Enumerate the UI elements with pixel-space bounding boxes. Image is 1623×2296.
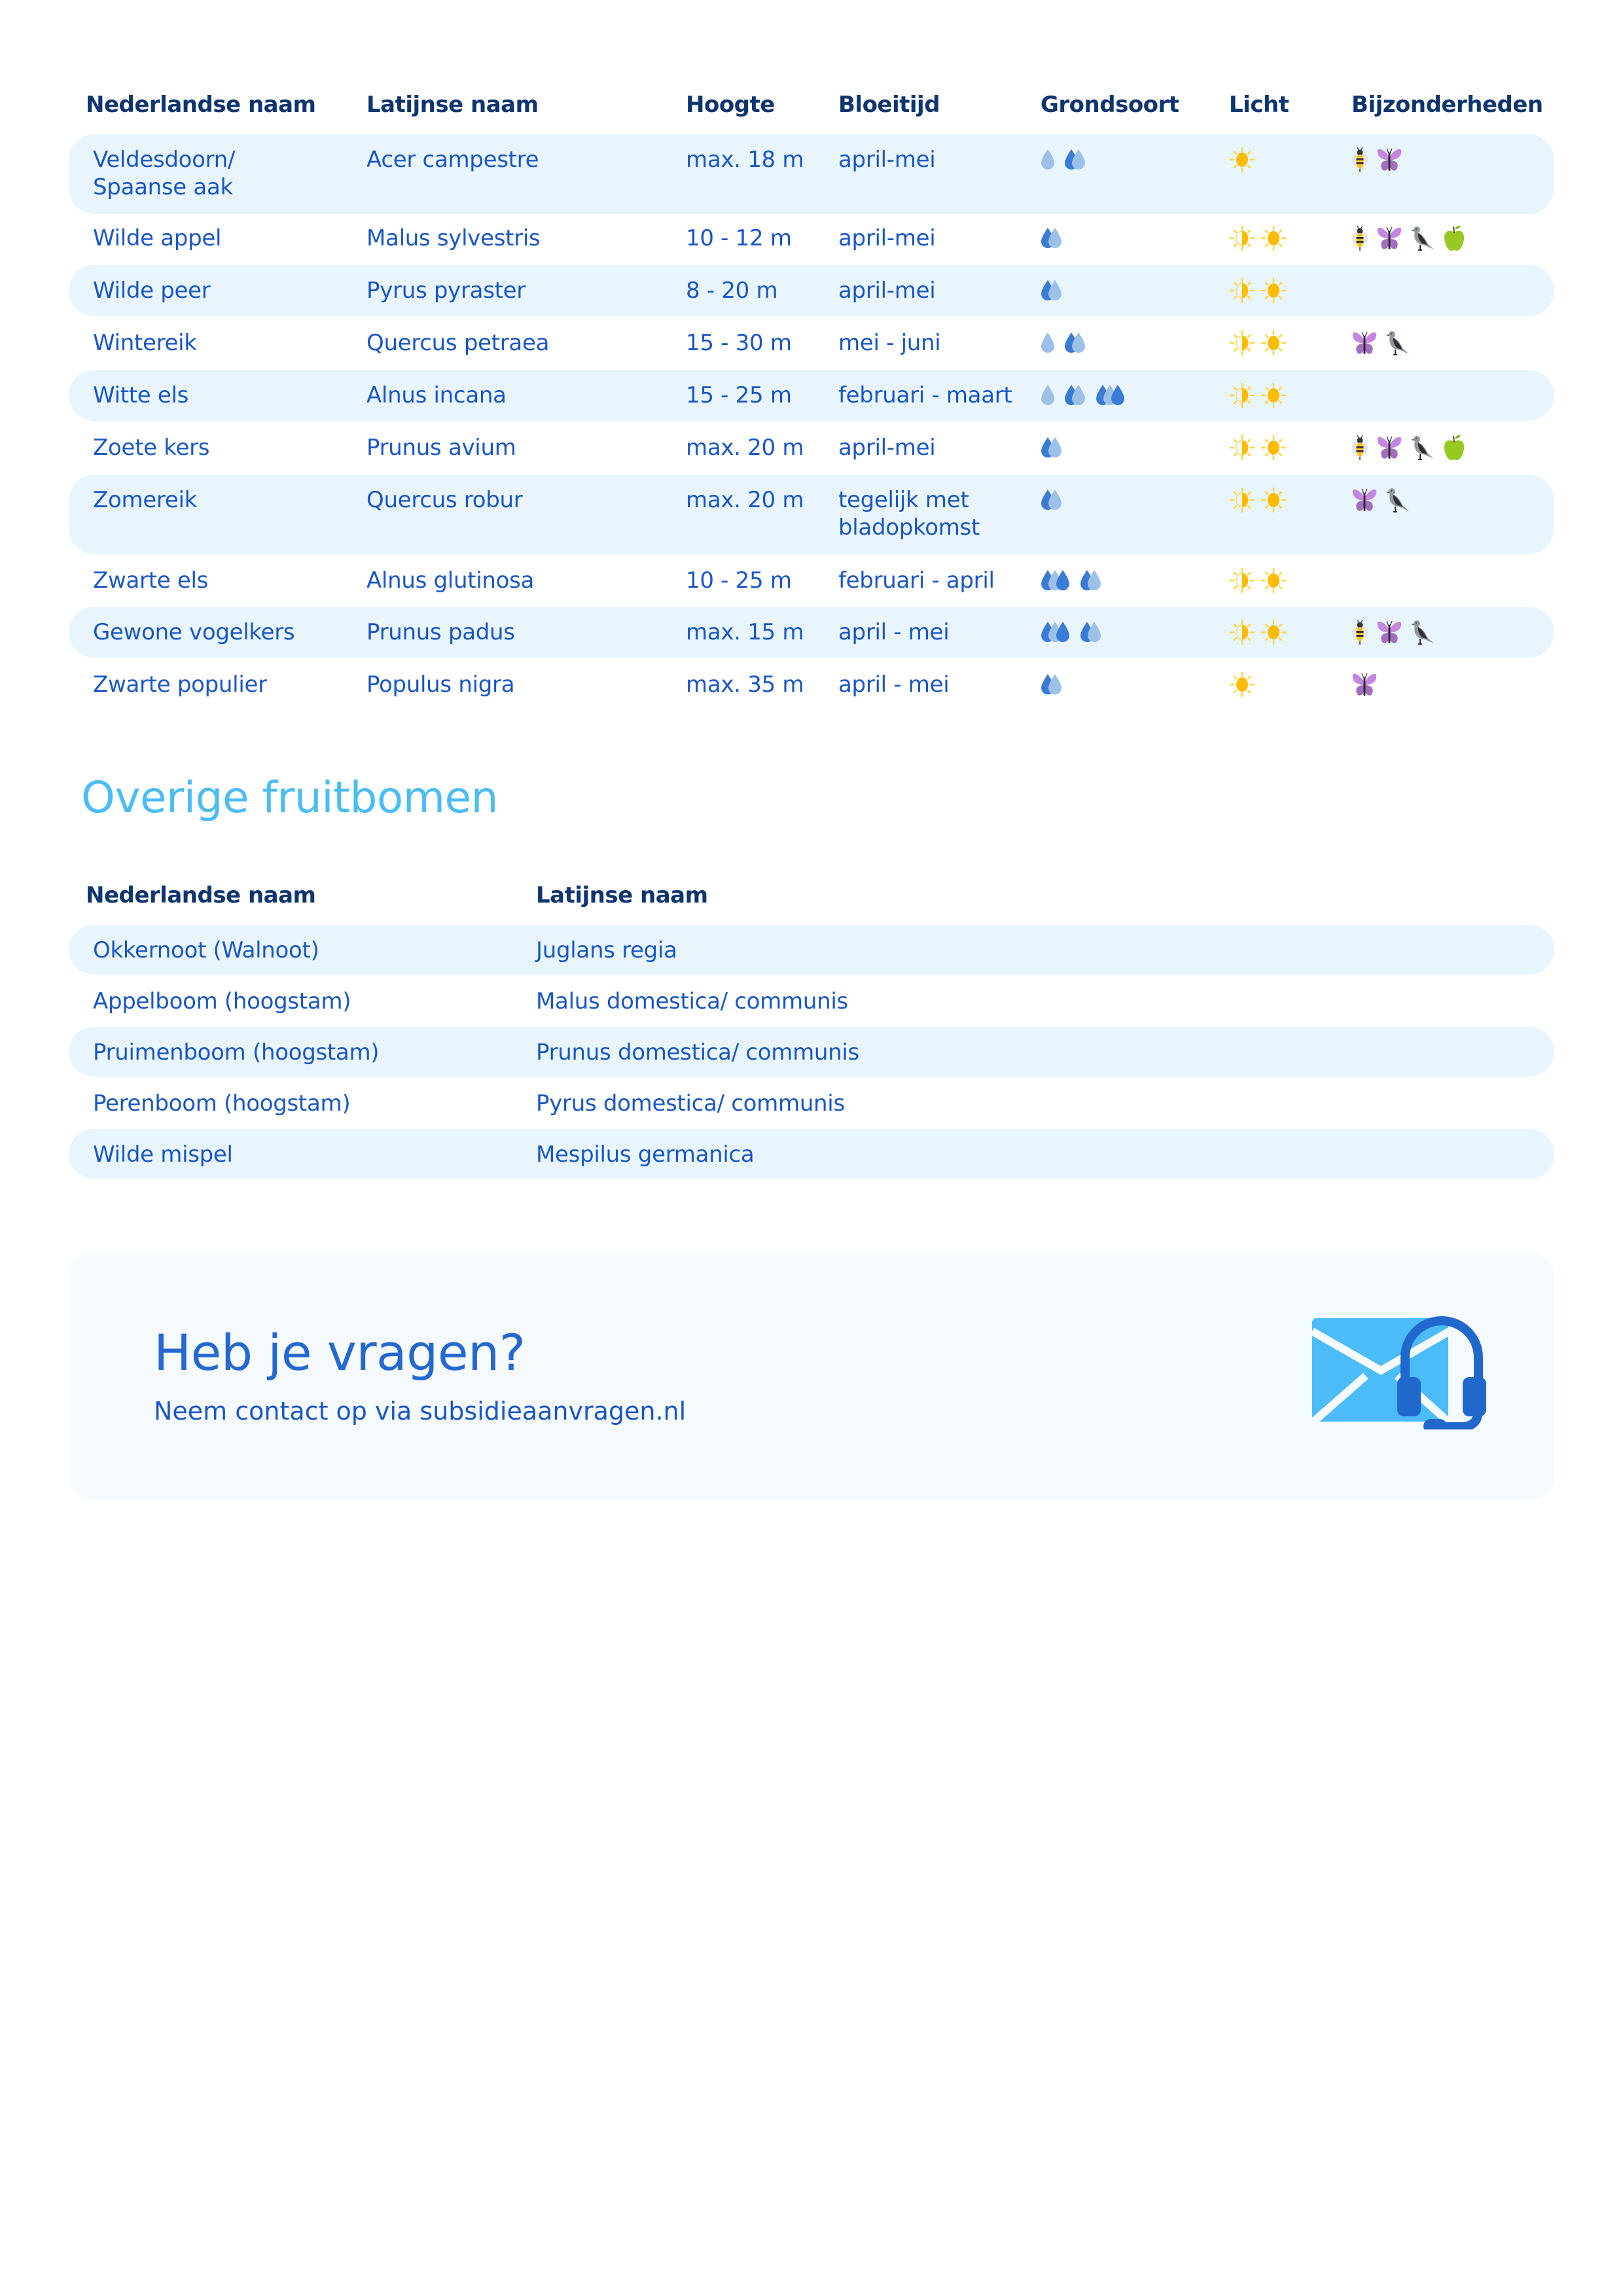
bloom-time bbox=[838, 146, 935, 173]
height-value: max. 35 m bbox=[686, 672, 804, 698]
half-sun-icon bbox=[1229, 567, 1255, 594]
height-value: max. 18 m bbox=[686, 147, 804, 173]
half-sun-icon bbox=[1229, 278, 1255, 304]
sun-icon bbox=[1260, 487, 1287, 513]
apple-icon bbox=[1443, 224, 1465, 252]
table-row bbox=[69, 134, 1554, 214]
latin-name: Pyrus pyraster bbox=[366, 278, 526, 304]
light-icons bbox=[1229, 671, 1255, 698]
bloom-time-line2: bladopkomst bbox=[838, 514, 980, 541]
sun-icon bbox=[1260, 330, 1287, 356]
height-value: 8 - 20 m bbox=[686, 278, 778, 304]
sun-icon bbox=[1260, 225, 1287, 251]
dutch-name bbox=[93, 329, 197, 357]
soil-icons bbox=[1041, 619, 1102, 646]
drop-double-icon bbox=[1041, 280, 1063, 301]
dutch-name: Wilde mispel bbox=[93, 1141, 233, 1168]
table-row bbox=[69, 1027, 1554, 1077]
height-value: 10 - 12 m bbox=[686, 225, 792, 251]
header-bloom-time: Bloeitijd bbox=[838, 92, 940, 118]
latin-name: Acer campestre bbox=[366, 147, 539, 173]
table-row bbox=[69, 265, 1554, 316]
table-row bbox=[69, 213, 1554, 264]
dutch-name bbox=[93, 567, 208, 594]
table-header bbox=[69, 85, 1554, 124]
drop-double-icon bbox=[1041, 437, 1063, 458]
butterfly-icon bbox=[1351, 672, 1378, 697]
latin-name: Pyrus domestica/ communis bbox=[536, 1090, 845, 1117]
bloom-time bbox=[838, 329, 940, 357]
bloom-time bbox=[838, 224, 935, 252]
light-icons bbox=[1229, 277, 1287, 304]
drop-double-icon bbox=[1080, 570, 1102, 591]
table-row bbox=[69, 925, 1554, 975]
height-value: max. 20 m bbox=[686, 487, 804, 513]
bloom-time-line1: april - mei bbox=[838, 619, 950, 645]
soil-icons bbox=[1041, 224, 1063, 252]
feature-icons bbox=[1351, 619, 1435, 646]
light-icons bbox=[1229, 146, 1255, 173]
drop-triple-icon bbox=[1041, 570, 1071, 591]
contact-box bbox=[69, 1253, 1554, 1500]
dutch-name-line1: Witte els bbox=[93, 382, 189, 408]
light-icons bbox=[1229, 619, 1287, 646]
soil-icons bbox=[1041, 671, 1063, 698]
bloom-time-line1: april-mei bbox=[838, 278, 936, 304]
dutch-name-line1: Veldesdoorn/ bbox=[93, 147, 236, 173]
bee-icon bbox=[1351, 225, 1368, 251]
header-soil: Grondsoort bbox=[1041, 92, 1179, 118]
bird-icon bbox=[1410, 619, 1435, 645]
drop-double-icon bbox=[1064, 385, 1086, 406]
dutch-name-line1: Wilde appel bbox=[93, 225, 222, 251]
bloom-time bbox=[838, 382, 1012, 409]
latin-name: Populus nigra bbox=[366, 672, 515, 698]
dutch-name-line1: Gewone vogelkers bbox=[93, 619, 295, 645]
light-icons bbox=[1229, 382, 1287, 409]
table-row bbox=[69, 555, 1554, 606]
trees-table bbox=[69, 85, 1554, 726]
bloom-time bbox=[838, 671, 949, 698]
dutch-name bbox=[93, 434, 209, 461]
light-icons bbox=[1229, 329, 1287, 357]
half-sun-icon bbox=[1229, 225, 1255, 251]
soil-icons bbox=[1041, 434, 1063, 461]
feature-icons bbox=[1351, 486, 1410, 514]
bloom-time-line1: april-mei bbox=[838, 147, 936, 173]
latin-name: Malus domestica/ communis bbox=[536, 988, 848, 1014]
header-height: Hoogte bbox=[686, 92, 775, 118]
table-row bbox=[69, 475, 1554, 554]
dutch-name-line1: Zomereik bbox=[93, 487, 198, 513]
table-row bbox=[69, 659, 1554, 710]
soil-icons bbox=[1041, 146, 1086, 173]
table-row bbox=[69, 607, 1554, 658]
mail-headset-icon bbox=[1299, 1299, 1489, 1432]
bloom-time-line1: tegelijk met bbox=[838, 487, 969, 513]
latin-name: Alnus incana bbox=[366, 382, 507, 408]
dutch-name-line1: Zwarte els bbox=[93, 567, 209, 594]
drop-double-icon bbox=[1064, 332, 1086, 353]
drop-double-icon bbox=[1064, 149, 1086, 170]
bloom-time-line1: mei - juni bbox=[838, 330, 941, 356]
feature-icons bbox=[1351, 329, 1410, 357]
feature-icons bbox=[1351, 671, 1378, 698]
bird-icon bbox=[1385, 487, 1410, 513]
soil-icons bbox=[1041, 382, 1126, 409]
dutch-name-line1: Zoete kers bbox=[93, 435, 210, 461]
dutch-name bbox=[93, 486, 197, 514]
bee-icon bbox=[1351, 147, 1368, 173]
bloom-time bbox=[838, 619, 949, 646]
dutch-name bbox=[93, 224, 221, 252]
bloom-time bbox=[838, 567, 995, 594]
header-features: Bijzonderheden bbox=[1351, 92, 1543, 118]
table-row bbox=[69, 976, 1554, 1026]
half-sun-icon bbox=[1229, 435, 1255, 461]
sun-icon bbox=[1260, 619, 1287, 645]
bloom-time bbox=[838, 434, 935, 461]
height-value: 15 - 30 m bbox=[686, 330, 792, 356]
dutch-name bbox=[93, 146, 235, 201]
dutch-name-line1: Wilde peer bbox=[93, 278, 211, 304]
fruit-table-header bbox=[69, 876, 1554, 915]
table-row bbox=[69, 370, 1554, 421]
drop-double-icon bbox=[1041, 490, 1063, 511]
latin-name: Quercus petraea bbox=[366, 330, 550, 356]
bloom-time-line1: april - mei bbox=[838, 672, 950, 698]
apple-icon bbox=[1443, 434, 1465, 461]
drop-triple-icon bbox=[1041, 622, 1071, 643]
bird-icon bbox=[1410, 225, 1435, 251]
latin-name: Mespilus germanica bbox=[536, 1141, 755, 1168]
bloom-time bbox=[838, 486, 980, 541]
dutch-name-line2: Spaanse aak bbox=[93, 174, 233, 200]
table-row bbox=[69, 317, 1554, 368]
latin-name: Prunus avium bbox=[366, 435, 516, 461]
sun-icon bbox=[1229, 147, 1255, 173]
drop-single-icon bbox=[1041, 332, 1055, 353]
light-icons bbox=[1229, 434, 1287, 461]
dutch-name bbox=[93, 277, 210, 304]
latin-name: Prunus padus bbox=[366, 619, 515, 645]
bloom-time-line1: april-mei bbox=[838, 225, 936, 251]
soil-icons bbox=[1041, 329, 1086, 357]
bird-icon bbox=[1385, 330, 1410, 356]
butterfly-icon bbox=[1376, 620, 1402, 645]
dutch-name bbox=[93, 382, 188, 409]
header-latin-name: Latijnse naam bbox=[366, 92, 539, 118]
half-sun-icon bbox=[1229, 382, 1255, 408]
dutch-name-line1: Zwarte populier bbox=[93, 672, 267, 698]
drop-double-icon bbox=[1080, 622, 1102, 643]
contact-link-text[interactable]: Neem contact op via subsidieaanvragen.nl bbox=[154, 1397, 687, 1426]
sun-icon bbox=[1260, 382, 1287, 408]
drop-double-icon bbox=[1041, 674, 1063, 695]
half-sun-icon bbox=[1229, 619, 1255, 645]
fruit-trees-table bbox=[69, 876, 1554, 1190]
light-icons bbox=[1229, 224, 1287, 252]
butterfly-icon bbox=[1376, 435, 1402, 460]
dutch-name: Okkernoot (Walnoot) bbox=[93, 937, 319, 963]
butterfly-icon bbox=[1351, 488, 1378, 512]
butterfly-icon bbox=[1376, 226, 1402, 251]
half-sun-icon bbox=[1229, 330, 1255, 356]
drop-triple-icon bbox=[1096, 385, 1126, 406]
light-icons bbox=[1229, 486, 1287, 514]
bee-icon bbox=[1351, 619, 1368, 645]
dutch-name: Perenboom (hoogstam) bbox=[93, 1090, 351, 1117]
header-light: Licht bbox=[1229, 92, 1289, 118]
bloom-time bbox=[838, 277, 935, 304]
sun-icon bbox=[1229, 672, 1255, 698]
butterfly-icon bbox=[1376, 147, 1402, 172]
sun-icon bbox=[1260, 278, 1287, 304]
butterfly-icon bbox=[1351, 331, 1378, 355]
bee-icon bbox=[1351, 435, 1368, 461]
soil-icons bbox=[1041, 567, 1102, 594]
latin-name: Prunus domestica/ communis bbox=[536, 1039, 859, 1066]
latin-name: Malus sylvestris bbox=[366, 225, 541, 251]
bloom-time-line1: februari - maart bbox=[838, 382, 1012, 408]
drop-single-icon bbox=[1041, 385, 1055, 406]
height-value: 15 - 25 m bbox=[686, 382, 792, 408]
sun-icon bbox=[1260, 435, 1287, 461]
header-latin-name: Latijnse naam bbox=[536, 882, 708, 908]
soil-icons bbox=[1041, 486, 1063, 514]
contact-title: Heb je vragen? bbox=[154, 1323, 526, 1382]
section-title-fruit-trees: Overige fruitbomen bbox=[81, 772, 498, 823]
feature-icons bbox=[1351, 224, 1465, 252]
table-row bbox=[69, 1129, 1554, 1179]
dutch-name: Appelboom (hoogstam) bbox=[93, 988, 351, 1014]
header-dutch-name: Nederlandse naam bbox=[86, 882, 316, 908]
feature-icons bbox=[1351, 434, 1465, 461]
header-dutch-name: Nederlandse naam bbox=[86, 92, 316, 118]
table-row bbox=[69, 422, 1554, 473]
latin-name: Quercus robur bbox=[366, 487, 523, 513]
feature-icons bbox=[1351, 146, 1402, 173]
latin-name: Alnus glutinosa bbox=[366, 567, 535, 594]
height-value: 10 - 25 m bbox=[686, 567, 792, 594]
drop-single-icon bbox=[1041, 149, 1055, 170]
latin-name: Juglans regia bbox=[536, 937, 677, 963]
height-value: max. 20 m bbox=[686, 435, 804, 461]
table-row bbox=[69, 1078, 1554, 1128]
dutch-name bbox=[93, 619, 294, 646]
sun-icon bbox=[1260, 567, 1287, 594]
bird-icon bbox=[1410, 435, 1435, 461]
height-value: max. 15 m bbox=[686, 619, 804, 645]
bloom-time-line1: april-mei bbox=[838, 435, 936, 461]
soil-icons bbox=[1041, 277, 1063, 304]
bloom-time-line1: februari - april bbox=[838, 567, 995, 594]
dutch-name-line1: Wintereik bbox=[93, 330, 197, 356]
dutch-name: Pruimenboom (hoogstam) bbox=[93, 1039, 380, 1066]
drop-double-icon bbox=[1041, 228, 1063, 249]
light-icons bbox=[1229, 567, 1287, 594]
dutch-name bbox=[93, 671, 267, 698]
half-sun-icon bbox=[1229, 487, 1255, 513]
